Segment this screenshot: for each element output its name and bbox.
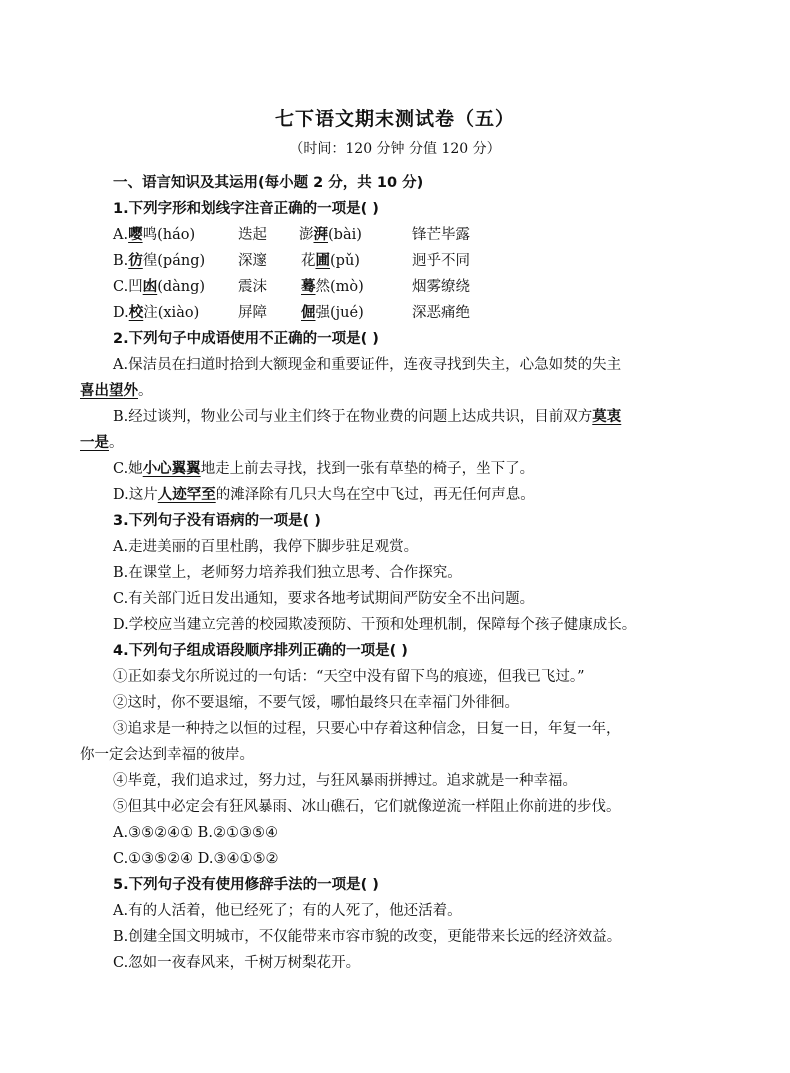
q2-option-d: D.这片人迹罕至的滩泽除有几只大鸟在空中飞过，再无任何声息。 — [113, 486, 535, 503]
q1-option-d-word4: 深恶痛绝 — [412, 305, 470, 321]
q1-option-d-word2: 屏障 — [238, 305, 267, 321]
q4-sentence-1: ①正如泰戈尔所说过的一句话：“天空中没有留下鸟的痕迹，但我已飞过。” — [113, 669, 585, 685]
q1-option-d-word3: 倔强(jué) — [301, 304, 364, 321]
q1-option-b-word2: 深邃 — [238, 253, 267, 269]
q5-option-c: C.忽如一夜春风来，千树万树梨花开。 — [113, 955, 361, 971]
question-3-stem: 3.下列句子没有语病的一项是( ) — [113, 513, 321, 529]
q3-option-d: D.学校应当建立完善的校园欺凌预防、干预和处理机制，保障每个孩子健康成长。 — [113, 617, 637, 633]
q1-option-a-word2: 迭起 — [238, 227, 267, 243]
q1-option-a-word4: 锋芒毕露 — [412, 227, 470, 243]
q5-option-b: B.创建全国文明城市，不仅能带来市容市貌的改变，更能带来长远的经济效益。 — [113, 929, 622, 945]
q1-option-d: D.校注(xiào) — [113, 304, 200, 321]
q4-options-cd: C.①③⑤②④ D.③④①⑤② — [113, 851, 279, 867]
q1-option-b: B.彷徨(páng) — [113, 252, 206, 269]
q2-option-b-line2: 一是。 — [80, 434, 124, 451]
q3-option-a: A.走进美丽的百里杜鹃，我停下脚步驻足观赏。 — [113, 539, 419, 555]
q2-option-b-line1: B.经过谈判，物业公司与业主们终于在物业费的问题上达成共识，目前双方莫衷 — [113, 408, 622, 425]
q3-option-c: C.有关部门近日发出通知，要求各地考试期间严防安全不出问题。 — [113, 591, 535, 607]
page-subtitle: （时间：120 分钟 分值 120 分） — [289, 141, 501, 157]
q4-sentence-5: ⑤但其中必定会有狂风暴雨、冰山礁石，它们就像逆流一样阻止你前进的步伐。 — [113, 799, 621, 815]
q1-option-c-word2: 震沫 — [238, 279, 267, 295]
q2-option-a-line1: A.保洁员在扫道时拾到大额现金和重要证件，连夜寻找到失主，心急如焚的失主 — [113, 357, 622, 373]
q2-option-a-line2: 喜出望外。 — [80, 382, 153, 399]
q2-option-c: C.她小心翼翼地走上前去寻找，找到一张有草垫的椅子，坐下了。 — [113, 460, 535, 477]
question-5-stem: 5.下列句子没有使用修辞手法的一项是( ) — [113, 877, 379, 893]
question-2-stem: 2.下列句子中成语使用不正确的一项是( ) — [113, 331, 379, 347]
q5-option-a: A.有的人活着，他已经死了；有的人死了，他还活着。 — [113, 903, 462, 919]
q1-option-b-word3: 花圃(pǔ) — [301, 252, 360, 269]
q1-option-a: A.嘤鸣(háo) — [113, 226, 196, 243]
q1-option-c-word3: 蓦然(mò) — [301, 278, 364, 295]
q4-sentence-4: ④毕竟，我们追求过，努力过，与狂风暴雨拼搏过。追求就是一种幸福。 — [113, 773, 577, 789]
q3-option-b: B.在课堂上，老师努力培养我们独立思考、合作探究。 — [113, 565, 462, 581]
q1-option-c-word4: 烟雾缭绕 — [412, 279, 470, 295]
q1-option-b-word4: 迥乎不同 — [412, 253, 470, 269]
q4-options-ab: A.③⑤②④① B.②①③⑤④ — [113, 825, 278, 841]
q1-option-a-word3: 澎湃(bài) — [299, 226, 362, 243]
question-4-stem: 4.下列句子组成语段顺序排列正确的一项是( ) — [113, 643, 408, 659]
page-title: 七下语文期末测试卷（五） — [274, 108, 515, 130]
question-1-stem: 1.下列字形和划线字注音正确的一项是( ) — [113, 201, 379, 217]
section-heading: 一、语言知识及其运用(每小题 2 分，共 10 分) — [113, 175, 424, 191]
q4-sentence-2: ②这时，你不要退缩，不要气馁，哪怕最终只在幸福门外徘徊。 — [113, 695, 519, 711]
q4-sentence-3-line2: 你一定会达到幸福的彼岸。 — [80, 747, 254, 763]
q4-sentence-3-line1: ③追求是一种持之以恒的过程，只要心中存着这种信念，日复一日，年复一年， — [113, 721, 621, 737]
q1-option-c: C.凹凼(dàng) — [113, 278, 206, 295]
